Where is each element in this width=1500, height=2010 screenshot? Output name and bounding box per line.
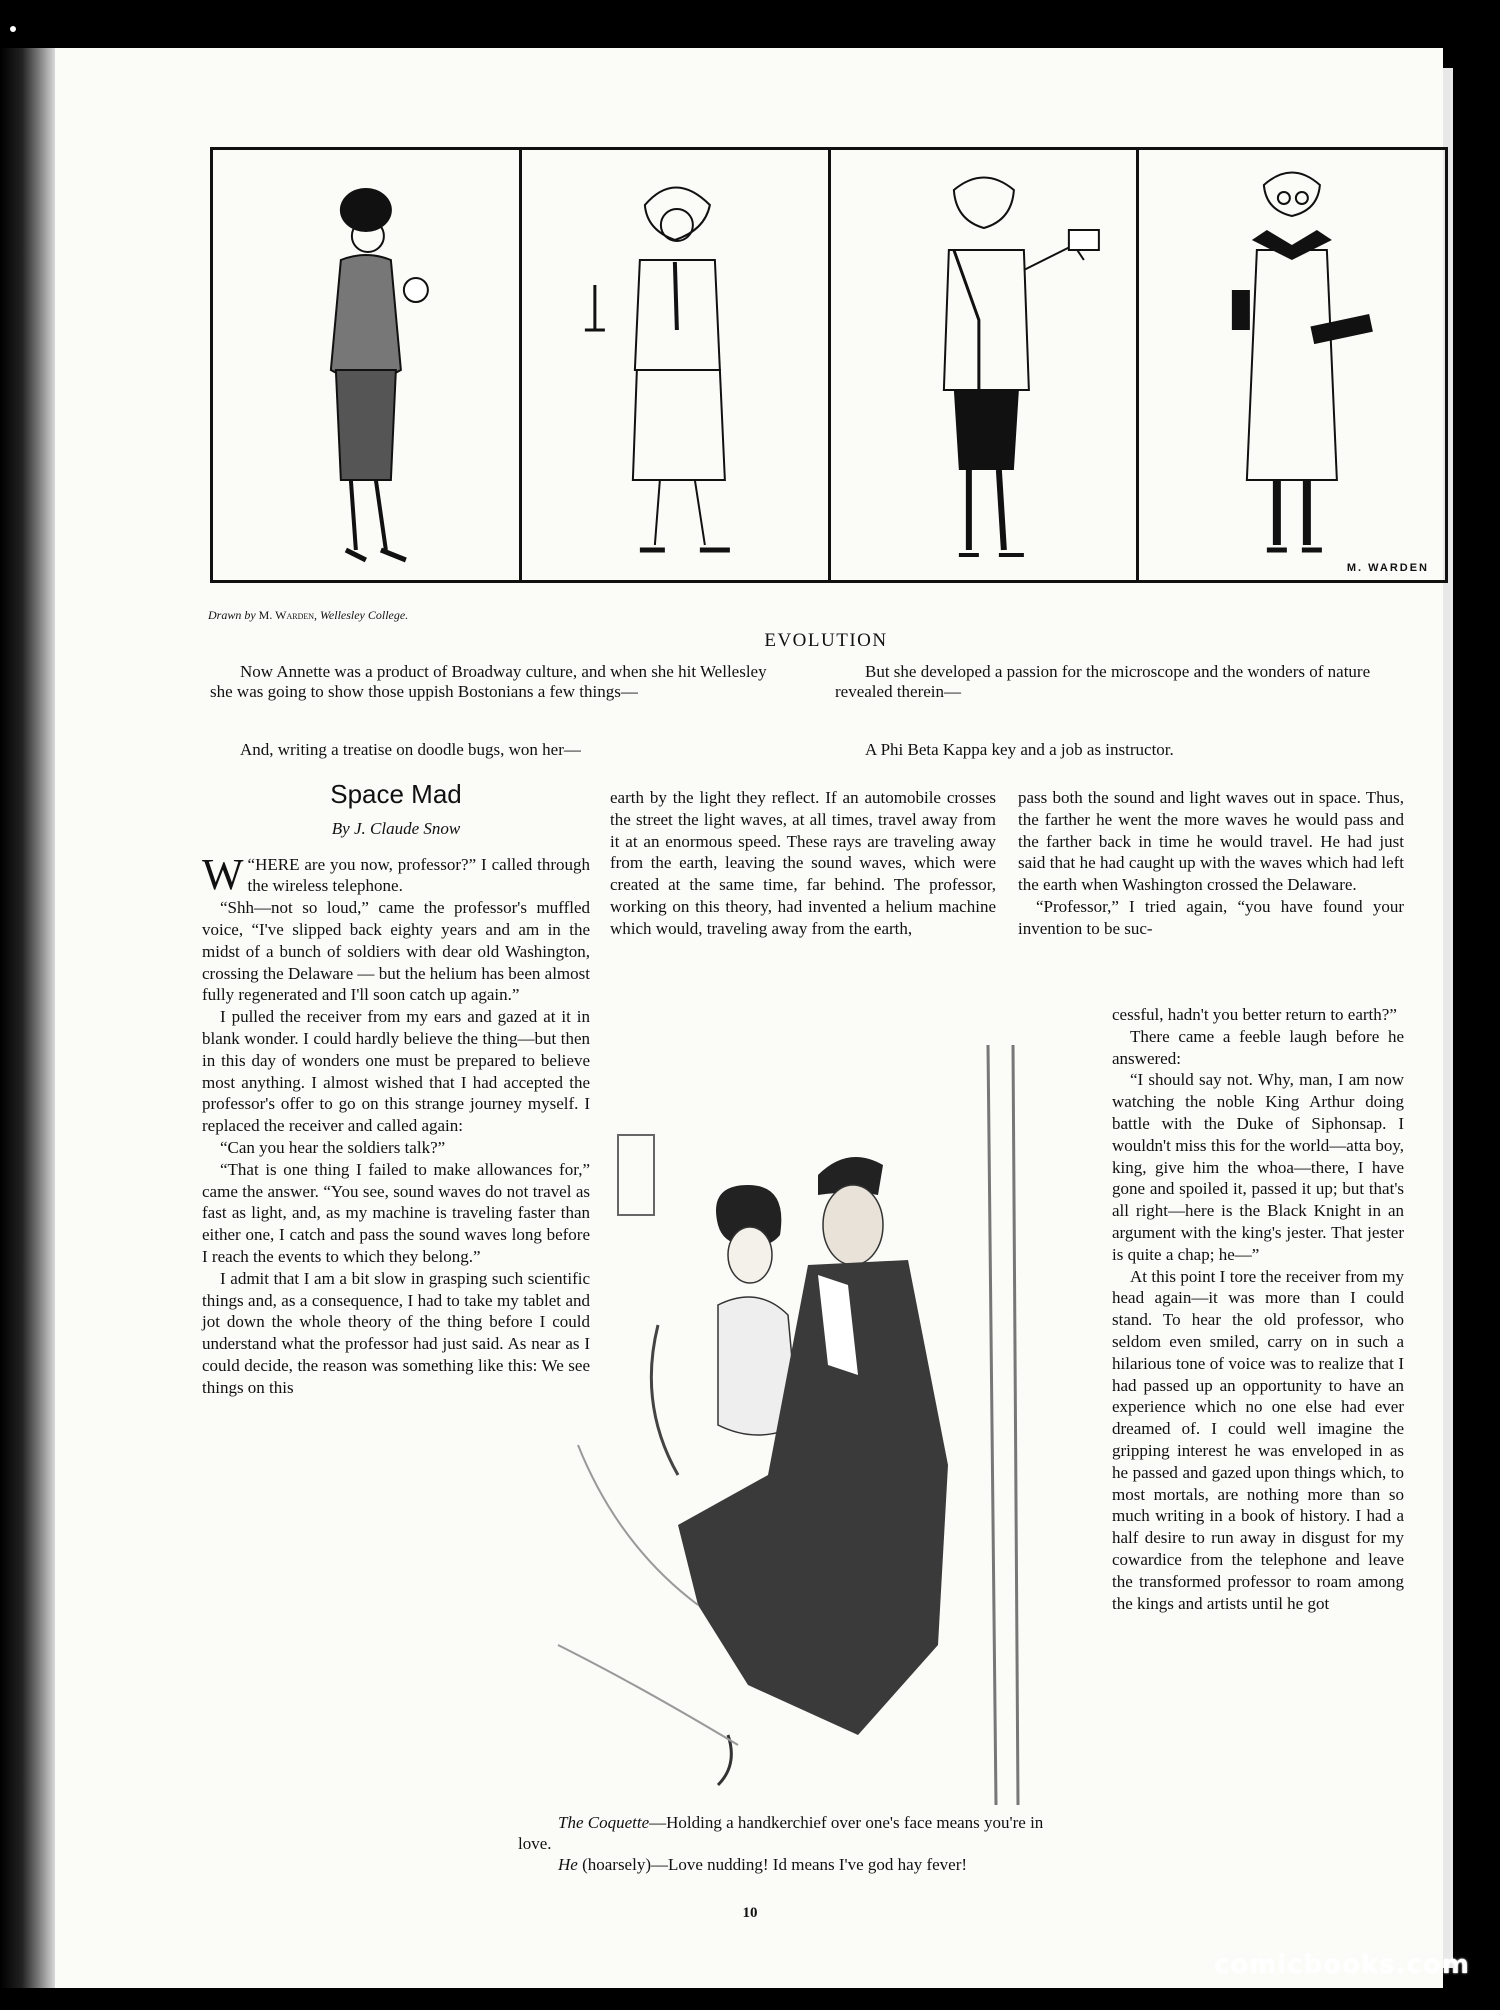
caption-line-2 xyxy=(518,1854,1066,1875)
paragraph: I admit that I am a bit slow in grasping such scientific things and, as a consequence, I had to take my tablet and jot down the whole theory of the thing before I could understand what the professor had just said. As near as I could decide, the reason was something like this: We see things on this xyxy=(202,1268,590,1397)
book-spine xyxy=(0,48,55,1988)
next-page-edge xyxy=(1443,48,1500,1988)
cartoon-title: EVOLUTION xyxy=(764,630,888,651)
paragraph: “Can you hear the soldiers talk?” xyxy=(220,1137,446,1157)
opening-quote: “ xyxy=(247,854,256,874)
paragraph: At this point I tore the receiver from my head again—it was more than I could stand. To hear the old professor, who seldom even smiled, carry on in such a hilarious tone of voice was to realize that I had passed up an opportunity to have an experience which no one else had ever dreamed of. I could well imagine the gripping interest he was enveloped in as he passed and gazed upon things which, to most mortals, are nothing more than so much writing in a book of history. I had a half desire to run away in disgust for my cowardice from the telephone and leave the transformed professor to roam among the kings and artists until he got xyxy=(1112,1266,1404,1613)
credit-name: M. Warden, xyxy=(258,608,318,622)
paragraph: pass both the sound and light waves out in space. Thus, the farther he went the more waves he would pass and the farther back in time he would travel. He had just said that he had caught up with the waves which had left the earth when Washington crossed the Delaware. xyxy=(1018,788,1404,895)
couple-sketch xyxy=(518,1045,1066,1805)
college-girl-drawing xyxy=(522,150,828,580)
evolution-cartoon-strip xyxy=(210,147,1448,583)
article-column-3-bottom xyxy=(1112,1004,1404,1614)
paragraph: earth by the light they reflect. If an automobile crosses the street the light waves, at all times, travel away from it at an enormous speed. These rays are traveling away from the earth, leaving the sound waves, which were created at the same time, far behind. The professor, working on this theory, had invented a helium machine which would, traveling away from the earth, xyxy=(610,788,996,938)
paragraph: cessful, hadn't you better return to earth?” xyxy=(1112,1005,1397,1024)
cartoon-panel-instructor xyxy=(1139,150,1445,580)
paragraph: There came a feeble laugh before he answered: xyxy=(1112,1026,1404,1068)
speaker-he: He xyxy=(558,1855,578,1874)
caption-panel-4: A Phi Beta Kappa key and a job as instructor. xyxy=(865,740,1174,759)
article-byline: By J. Claude Snow xyxy=(331,818,461,838)
instructor-drawing xyxy=(1139,150,1445,580)
cartoon-panel-microscope xyxy=(831,150,1140,580)
student-drawing xyxy=(831,150,1137,580)
coquette-illustration xyxy=(518,1045,1066,1805)
caption-panel-3: And, writing a treatise on doodle bugs, won her— xyxy=(240,740,581,759)
paragraph: I pulled the receiver from my ears and gazed at it in blank wonder. I could hardly believe the thing—but then in this day of wonders one must be prepared to believe most anything. I almost wished that I had accepted the professor's offer to go on this strange journey myself. I replaced the receiver and called again: xyxy=(202,1007,590,1136)
speaker-coquette: The Coquette xyxy=(558,1813,650,1832)
credit-suffix: Wellesley College. xyxy=(320,608,409,622)
paragraph-text: HERE are you now, professor?” I called through the wireless telephone. xyxy=(247,854,590,896)
paragraph: “That is one thing I failed to make allowances for,” came the answer. “You see, sound waves do not travel as fast as light, and, as my machine is traveling faster than either one, I catch and pass the sound waves long before I reach the events to which they belong.” xyxy=(202,1159,590,1266)
watermark: comicbooks.com xyxy=(1213,1950,1470,1980)
he-line: (hoarsely)—Love nudding! Id means I've god hay fever! xyxy=(577,1855,968,1874)
article-title: Space Mad xyxy=(330,779,462,809)
broadway-girl-drawing xyxy=(213,150,519,580)
scan-speck xyxy=(10,26,16,32)
paragraph: “Shh—not so loud,” came the professor's muffled voice, “I've slipped back eighty years and am in the midst of a bunch of soldiers with dear old Washington, crossing the Delaware — but the helium has been almost fully regenerated and I'll soon catch up again.” xyxy=(202,898,590,1005)
illustration-caption xyxy=(518,1812,1066,1875)
caption-panel-2: But she developed a passion for the microscope and the wonders of nature revealed therein— xyxy=(835,662,1371,701)
coquette-line: —Holding a handkerchief over one's face means you're in love. xyxy=(518,1813,1044,1853)
cartoon-panel-wellesley xyxy=(522,150,831,580)
article-column-3-top xyxy=(1018,787,1404,940)
page-number: 10 xyxy=(742,1905,758,1921)
artist-signature: M. WARDEN xyxy=(1346,562,1429,574)
cartoon-panel-broadway xyxy=(213,150,522,580)
paragraph: “I should say not. Why, man, I am now watching the noble King Arthur doing battle with the Duke of Siphonsap. I wouldn't miss this for the world—atta boy, king, give him the whoa—there, I have gone and spoiled it, passed it up; but that's all right—here is the Black Knight in an argument with the king's jester. That jester is quite a chap; he—” xyxy=(1112,1070,1404,1264)
artist-credit xyxy=(208,608,408,623)
paragraph: “Professor,” I tried again, “you have found your invention to be suc- xyxy=(1018,896,1404,938)
caption-line-1 xyxy=(518,1812,1066,1854)
caption-panel-1: Now Annette was a product of Broadway culture, and when she hit Wellesley she was going to show those uppish Bostonians a few things— xyxy=(210,662,767,701)
opening-paragraph xyxy=(202,849,590,899)
drop-cap: W xyxy=(202,849,244,899)
article-column-2 xyxy=(610,787,996,940)
credit-prefix: Drawn by xyxy=(208,608,256,622)
